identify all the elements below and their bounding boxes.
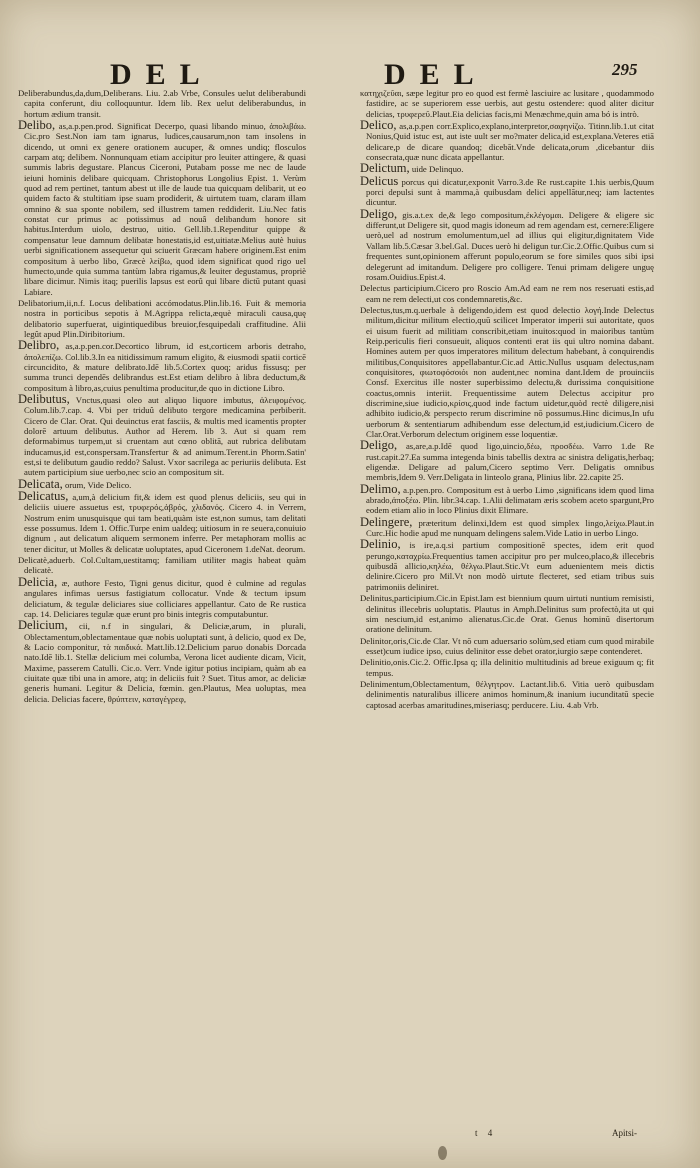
entry-text: a.p.pen.pro. Compositum est à uerbo Limo ,significans idem quod lima abrado,ἀποξέω. Plin. libr.34.cap. 1.Alii delimatam æris scobem aceto spargunt,Pro eodem etiam alio in loco Plinius dixit Elimare. [366, 484, 655, 516]
headword: Delibo, [18, 118, 56, 133]
headword: Delimo, [360, 481, 401, 496]
headword: Delibro, [18, 338, 60, 353]
headword: Delinio, [360, 537, 401, 552]
dictionary-entry [360, 440, 654, 482]
headword: Delibutus, [18, 391, 70, 406]
dictionary-entry [18, 555, 306, 576]
entry-text: as,a.p.pen.prod. Significat Decerpo, quasi libando minuo, ἀπολιβάω. Cic.pro Sest.Non iam tam ignarus, ludices,causarum,non tam insolens in dicendo, ut omni ex genere orationem aucuper, & omnes undiq; flosculos carpam atq; delibem. Nonnunquam etiam accipitur pro leuiter attingere, & quasi summis labris degustare. Plancus Ciceroni, Putabam posse me nec de laude ieiuni hominis delibare quicquam. Christophorus Longolius Epist. 1. Verùm quod ad rem pertinet, tantum abest ut ille de laude tua quicquam delibarit, ut eo quidem facto & stultitiam ipse suam prodiderit, & uirtutem tuam, claram illam omnino & sua sponte nobilem, sed illustrem tamen reddiderit. Liu.Nec fatis constat cur primus ac potissimus ad nouâ delibandum honore sit habitus.Interdum uiolo, destruo, uitio. Gell.lib.1.Rependitur quippe & compensatur leue damnum delibatæ honestatis,id est,uitiatæ.Melius autè huius uerbi significationem assequetur qui sciuerit Græcam habere originem.Est enim compositum à uerbo libo, Græcè λείβω, quod idem significat quod rigo uel humecto,unde quia summa tantùm labra rigamus,& leuiter degustamus, propriè libare dicimur. Nimis itaq; puerilis lapsus est eorû qui libare dictū putant quasi Labiare. [24, 121, 306, 297]
dictionary-entry [360, 657, 654, 678]
signature-mark: t 4 [475, 1128, 497, 1138]
dictionary-entry [360, 173, 654, 208]
entry-text: orum, Vide Delico. [64, 479, 132, 490]
entry-text: is ire,a.q.si partium compositionē spectes, idem erit quod perungo,καταχρίω.Frequentius tamen accipitur pro per mulceo,placo,& illecebris quibusdā allicio,κηλέω, θέλγω.Plaut.Stic.Vt eum aduenientem meis dictis delinire.Cicero pro Mil.Vt non modò uirtute flecteret, sed etiam tribus suis patrimoniis deliniret. [366, 540, 654, 592]
entry-text: gis.a.t.ex de,& lego compositum,ἐκλέγομαι. Deligere & eligere sic differunt,ut Deligere sit, quod magis idoneum ad rem agendam est, cernere:Eligere uerò,uel ad nostrum emolumentum,uel ad illius qui eligitur,dignitatem Vide Vallam lib.5.Cæsar 3.bel.Gal. Duces uerò hi deligun tur.Cic.2.Offic.Quibus cum si frequentes sunt,opinionem afferunt populo,eorum se fore similes quos sibi ipsi delegerunt ad imitandum. Deligere pro colligere. Tenui primam deligere unguę rosam.Ouidius.Epist.4. [366, 209, 655, 282]
headword: Delingere, [360, 514, 413, 529]
dictionary-entry [360, 539, 654, 592]
headword: Delicia, [18, 574, 58, 589]
dictionary-entry [18, 340, 306, 393]
entry-text: æ, authore Festo, Tigni genus dicitur, quod è culmine ad regulas angulares infimas uersus fastigiatum collocatur. Vnde & tectum ipsum deliciatum, & tegulæ deliciares siue colliciares appellantur. Cato de Re rustica cap. 14. Deliciares tegulæ quæ erunt pro binis integris computabuntur. [24, 577, 306, 619]
dictionary-entry [360, 593, 654, 634]
headword: Delictum, [360, 161, 410, 176]
entry-text: as,a.p.pen corr.Explico,explano,interpretor,σαφηνίζω. Titinn.lib.1.ut citat Nonius,Quid istuc est, aut iste uult ser mo?mater delica,id est,explana.Veteres etiā delicare,p de dicare quandoq; dicebāt.Vnde delicata,orum ,dicebantur diis consecrata,quæ nunc dicata appellantur. [366, 121, 654, 163]
catchword: Apitsi- [612, 1128, 638, 1138]
headword: Delicium, [18, 618, 68, 633]
ink-speck [438, 1146, 447, 1160]
entry-text: Delinitor,oris,Cic.de Clar. Vt nō cum aduersario solùm,sed etiam cum quod mirabile esset)cum iudice ipso, cuius delinitor esse debet orator,iurgio sæpe contenderet. [360, 635, 654, 656]
dictionary-entry [360, 305, 654, 439]
dictionary-entry [360, 163, 654, 174]
entry-text: as,a.p.pen.cor.Decortico librum, id est,corticem arboris detraho, ἀπολεπίζω. Col.lib.3.In ea nitidissimum ramum eligito, & eiusmodi spatii corticē circuncidito, & mature delibrato.Idē lib.5.Cortex quoq; aridus fissusq; per summa trunci dependēs delibrandus est.Est etiam delibro à libra deductum,& compositum à libro,as,cuius penultima producitur,de quo in dictione Libro. [24, 341, 307, 393]
entry-text: Delinitio,onis.Cic.2. Offic.Ipsa q; illa delinitio multitudinis ad breue exiguum q; fit tempus. [360, 657, 654, 678]
entry-text: cii, n.f in singulari, & Deliciæ,arum, in plurali, Oblectamentum,oblectamentaue quæ nobis uoluptati sunt, à delicio, quod ex De, & Lacio componitur, τὰ παιδικά. Matt.lib.12.Delicium paruo donabis Dorcada nato.Idē lib.1. Stellæ delicium mei columba, Verona licet audiente dicam, Vicit, Maxime, passerem Catulli. Cic.o. Verr. Vnde igitur potius incipiam, quàm ab ea ciuitate quæ tibi una in amore, atq; in deliciis fuit ? Suet. Titus amor, ac deliciæ generis humani. Legitur & Delicia, fœmin. gen.Plautus, Mea uoluptas, mea delicia. Delicias facere, θρύπτειν, καταγέγρεφ, [24, 621, 306, 704]
headword: Delicus [360, 173, 399, 188]
dictionary-entry [18, 120, 306, 297]
headword: Delico, [360, 118, 397, 133]
entry-text: Delicatè,aduerb. Col.Cultam,uestitamq; familiam utiliter magis habeat quàm delicatè. [18, 555, 306, 576]
dictionary-entry [18, 391, 307, 478]
dictionary-entry [360, 636, 654, 657]
entry-text: porcus qui dicatur,exponit Varro.3.de Re rust.capite 1.his uerbis,Quum porci depulsi sunt à mamma,à quibusdam delici appellātur,neq; iam lactentes dicuntur. [366, 176, 654, 208]
dictionary-entry [360, 514, 655, 539]
entry-text: as,are,a.p.Idē quod ligo,uincio,δέω, προσδέω. Varro 1.de Re rust.capit.27.Ea summa integenda binis tabellis dextra ac sinistra deligatis,herbaq; eligendæ. Deligare ad palum,Cicero septimo Verr. Deligatis omnibus membris,Idem 9. Verr.Deligata in linteolo grana, Plinius libr. 22.capite 25. [366, 441, 654, 483]
headword: Delicatus, [18, 489, 69, 504]
entry-text: uide Delinquo. [411, 164, 464, 175]
headword: Deligo, [360, 438, 398, 453]
dictionary-entry [360, 120, 654, 162]
entry-text: præteritum delinxi,Idem est quod simplex lingo,λείχω.Plaut.in Curc.Hic hodie apud me nunquam delingens salem.Vide Latio in uerbo Lingo. [366, 517, 655, 539]
dictionary-entry [360, 206, 655, 282]
dictionary-entry [18, 491, 306, 554]
page-number: 295 [612, 60, 638, 79]
dictionary-entry [360, 481, 655, 516]
entry-text: κατηχιζεῦαι, sæpe legitur pro eo quod est fermè lasciuire ac lusitare , quodammodo fastidire, ac se superiorem esse uerbis, aut gestu ostendere: quod aliter dicitur delicias, τρυφερεῦ.Plaut.Eia delicias facis,mi Menæchme,quin ama bó is intrò. [360, 88, 654, 119]
headword: Delicata, [18, 476, 63, 491]
entry-text: Delibatorium,ii,n.f. Locus delibationi accómodatus.Plin.lib.16. Fuit & memoria nostra in porticibus sepotis à M.Agrippa relicta,æquè miraculi causa,quę delibatorio superfuerat, uigintiquedibus breuior,fesquipedali craffitudine. Alii legût apud Plin.Diribitorium. [18, 297, 306, 339]
dictionary-entry [18, 88, 306, 119]
running-head-right: DEL [384, 58, 488, 91]
headword: Deligo, [360, 206, 398, 221]
dictionary-entry [360, 283, 654, 304]
entry-text: Deliberabundus,da,dum,Deliberans. Liu. 2.ab Vrbe, Consules uelut deliberabundi capita conferunt, diu colloquuntur. Idem lib. Rex uelut deliberabundus, in hortum ædium transit. [18, 88, 306, 119]
left-column [18, 88, 306, 705]
running-head-left: DEL [110, 58, 214, 91]
dictionary-entry [18, 298, 306, 339]
dictionary-entry [360, 679, 654, 710]
dictionary-entry [360, 88, 654, 119]
right-column [360, 88, 654, 711]
dictionary-entry [18, 620, 306, 704]
entry-text: Delinitus,participium.Cic.in Epist.Iam est biennium quum uirtuti nuntium remisisti, delinitus illecebris uoluptatis. Plautus in Amph.Delinitus sum profectò,ita ut qui sim nescium,id est,animo alienatus.Cic.de Orat. Genus hominū disertorum oratione delinitum. [360, 593, 654, 635]
dictionary-entry [18, 574, 306, 619]
entry-text: Delinimentum,Oblectamentum, θέλγητρον. Lactant.lib.6. Vitia uerò quibusdam delinimentis naturalibus illicere animos hominum,& inanium iucunditatū specie captosad acerbas amaritudines,miseriasq; perducere. Liu. 4.ab Vrb. [360, 678, 654, 710]
entry-text: a,um,à delicium fit,& idem est quod plenus deliciis, seu qui in deliciis uiuere assuetus est, τρυφερός,ἁβρός, χλιδανός. Cicero 4. in Verrem, Nostrum enim unusquisque qui tam beati,quàm iste est,non sumus, tam delitati esse possumus. Idem 1. Offic.Turpe enim ualdeq; uitiosum in re seuera,conuiuio dignum , aut delicatum aliquem sermonem inferre. Per metaphoram mollis ac tener dicitur, ut Molles & delicatæ uoluptates, apud Ciceronem 1.deNat. deorum. [24, 492, 307, 554]
entry-text: Delectus,tus,m.q.uerbale à deligendo,idem est quod delectio λογή.Inde Delectus militum,dicitur militum electio,quū scilicet Imperator imperii sui autoritate, quos ei uisum fuerit ad militiam conscribit,etiam inuitos:quod in maioribus tantùm Reip.periculis fieri consueuit, aliquos contenti erat iis qui ultro nomina dabant. Homines autem per quos imperatores militum delectum habebant, à conquirendis militibus,Conquisitores appellabantur.Cic.ad Attic.Nullus usquam delectus,nam conquisitores, φιωτοφόσοιόι non audent,nec nomina dant.Idem de prouinciis Consf. Exercitus ille noster superbissimo delectu,& durissima conquisitione coactus,omnis interiit. Frequentissime autem Delectus accipitur pro discrimine,siue iudicio,κρίσις,quod inde factum uidetur,quòd rectè diligere,nisi adhibito iudicio,& perspecto rerum discrimine nō possumus.Hinc dicimus,In ufu uerborum & sententiarum adhibendum esse delectum,id est,iudicium.Cicero de Clar.Orat.Verborum delectum originem esse loquentiæ. [360, 304, 654, 439]
entry-text: Vnctus,quasi oleo aut aliquo liquore imbutus, ἀλειφομένος. Colum.lib.7.cap. 4. Vbi per triduû delibuto tergore medicamina perbiberit. Cicero de Clar. Orat. Qui deuinctus erat fasciis, & multis med icamentis propter dolorē artuum delibutus. Author ad Herem. lib 3. Aut si quam rem deformabimus turpem,ut si cruentam aut cœno oblitā, aut rubrica delibutam inducamus,id est,conspersam.Transfertur & ad animum.Terent.in Phorm.Satin' est,si te delibutum gaudio reddo? Salust. Vxor sacrilega ac periuriis delibuta. Est autem participium siue uerbo,nec scio an compositum sit. [24, 394, 307, 478]
entry-text: Delectus participium.Cicero pro Roscio Am.Ad eam ne rem nos reseruati estis,ad eam ne rem delecti,ut cos condemnaretis,&c. [360, 283, 654, 304]
